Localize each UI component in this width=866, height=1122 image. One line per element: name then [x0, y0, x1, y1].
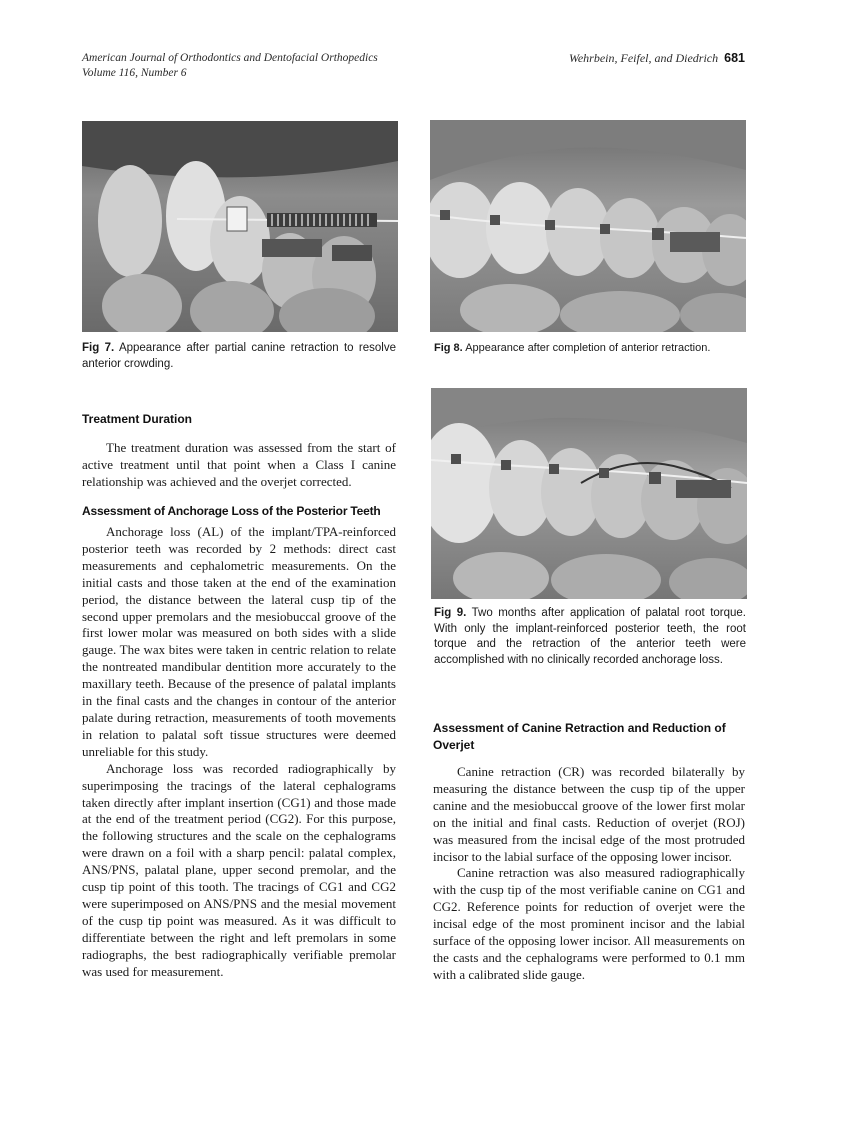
section-body-treatment-duration: [82, 440, 396, 491]
fig7-label: Fig 7.: [82, 342, 115, 354]
running-header-left: [82, 51, 378, 81]
fig9-label: Fig 9.: [434, 607, 467, 619]
fig8-caption: [434, 341, 750, 357]
fig7-caption: [82, 341, 396, 372]
fig8-label: Fig 8.: [434, 342, 463, 354]
section-heading-treatment-duration: Treatment Duration: [82, 412, 193, 426]
section-heading-anchorage-loss: Assessment of Anchorage Loss of the Posterior Teeth: [82, 504, 381, 518]
fig9-photo: [431, 388, 747, 599]
section-heading-canine-retraction: Assessment of Canine Retraction and Reduction of Overjet: [433, 721, 726, 752]
paragraph: Canine retraction (CR) was recorded bilaterally by measuring the distance between the cusp tip of the upper canine and the mesiobuccal groove of the lower first molar on the initial and final casts. Reduction of overjet (ROJ) was measured from the incisal edge of the most protruded incisor to the labial surface of the opposing lower incisor.: [433, 764, 745, 864]
fig7-photo: [82, 121, 398, 332]
author-names: Wehrbein, Feifel, and Diedrich: [568, 51, 719, 65]
fig9-caption-text: Two months after application of palatal root torque. With only the implant-reinforced posterior teeth, the root torque and the retraction of the anterior teeth were accomplished with no clinically recorded anchorage loss.: [434, 607, 747, 666]
fig8-photo: [430, 120, 746, 332]
paragraph: The treatment duration was assessed from the start of active treatment until that point when a Class I canine relationship was achieved and the overjet corrected.: [82, 440, 396, 489]
running-header-right: [569, 51, 745, 66]
journal-volume: Volume 116, Number 6: [82, 67, 187, 79]
page-number: 681: [724, 51, 745, 65]
paragraph: Canine retraction was also measured radiographically with the cusp tip of the most verifiable canine on CG1 and CG2. Reference points for reduction of overjet were the incisal edge of the most prominent incisor and the labial surface of the opposing lower incisor. All measurements on the casts and the cephalograms were performed to 0.1 mm with a calibrated slide gauge.: [433, 865, 745, 982]
paragraph: Anchorage loss was recorded radiographically by superimposing the tracings of the lateral cephalograms taken directly after implant insertion (CG1) and those made at the end of the treatment period (CG2). For this purpose, the following structures and the scale on the cephalograms were drawn on a foil with a sharp pencil: palatal complex, ANS/PNS, palatal plane, upper second premolar, and the cusp tip point of this tooth. The tracings of CG1 and CG2 were superimposed on ANS/PNS and the mesial movement of the cusp tip point was measured. As it was difficult to differentiate between the right and left premolars in some radiographs, the best radiographically verifiable premolar was used for measurement.: [82, 760, 396, 979]
journal-title: American Journal of Orthodontics and Dentofacial Orthopedics: [82, 52, 378, 64]
section-body-canine-retraction: [433, 764, 745, 984]
fig8-caption-text: Appearance after completion of anterior retraction.: [465, 342, 711, 354]
fig7-caption-text: Appearance after partial canine retraction to resolve anterior crowding.: [82, 342, 397, 370]
fig9-caption: [434, 606, 746, 668]
section-body-anchorage-loss: [82, 524, 396, 980]
paragraph: Anchorage loss (AL) of the implant/TPA-reinforced posterior teeth was recorded by 2 methods: direct cast measurements and cephalometric measurements. On the initial casts and those taken at the end of the examination period, the distance between the lateral cusp tip of the second upper premolars and the mesiobuccal groove of the first lower molar was measured on both sides with a slide gauge. The wax bites were taken in centric relation to relate the nontreated mandibular dentition more accurately to the maxillary teeth. Because of the presence of palatal implants in the final casts and the changes in contour of the anterior palate during retraction, measurements of tooth movements in relation to palatal soft tissue structures were deemed unreliable for this study.: [82, 524, 396, 759]
